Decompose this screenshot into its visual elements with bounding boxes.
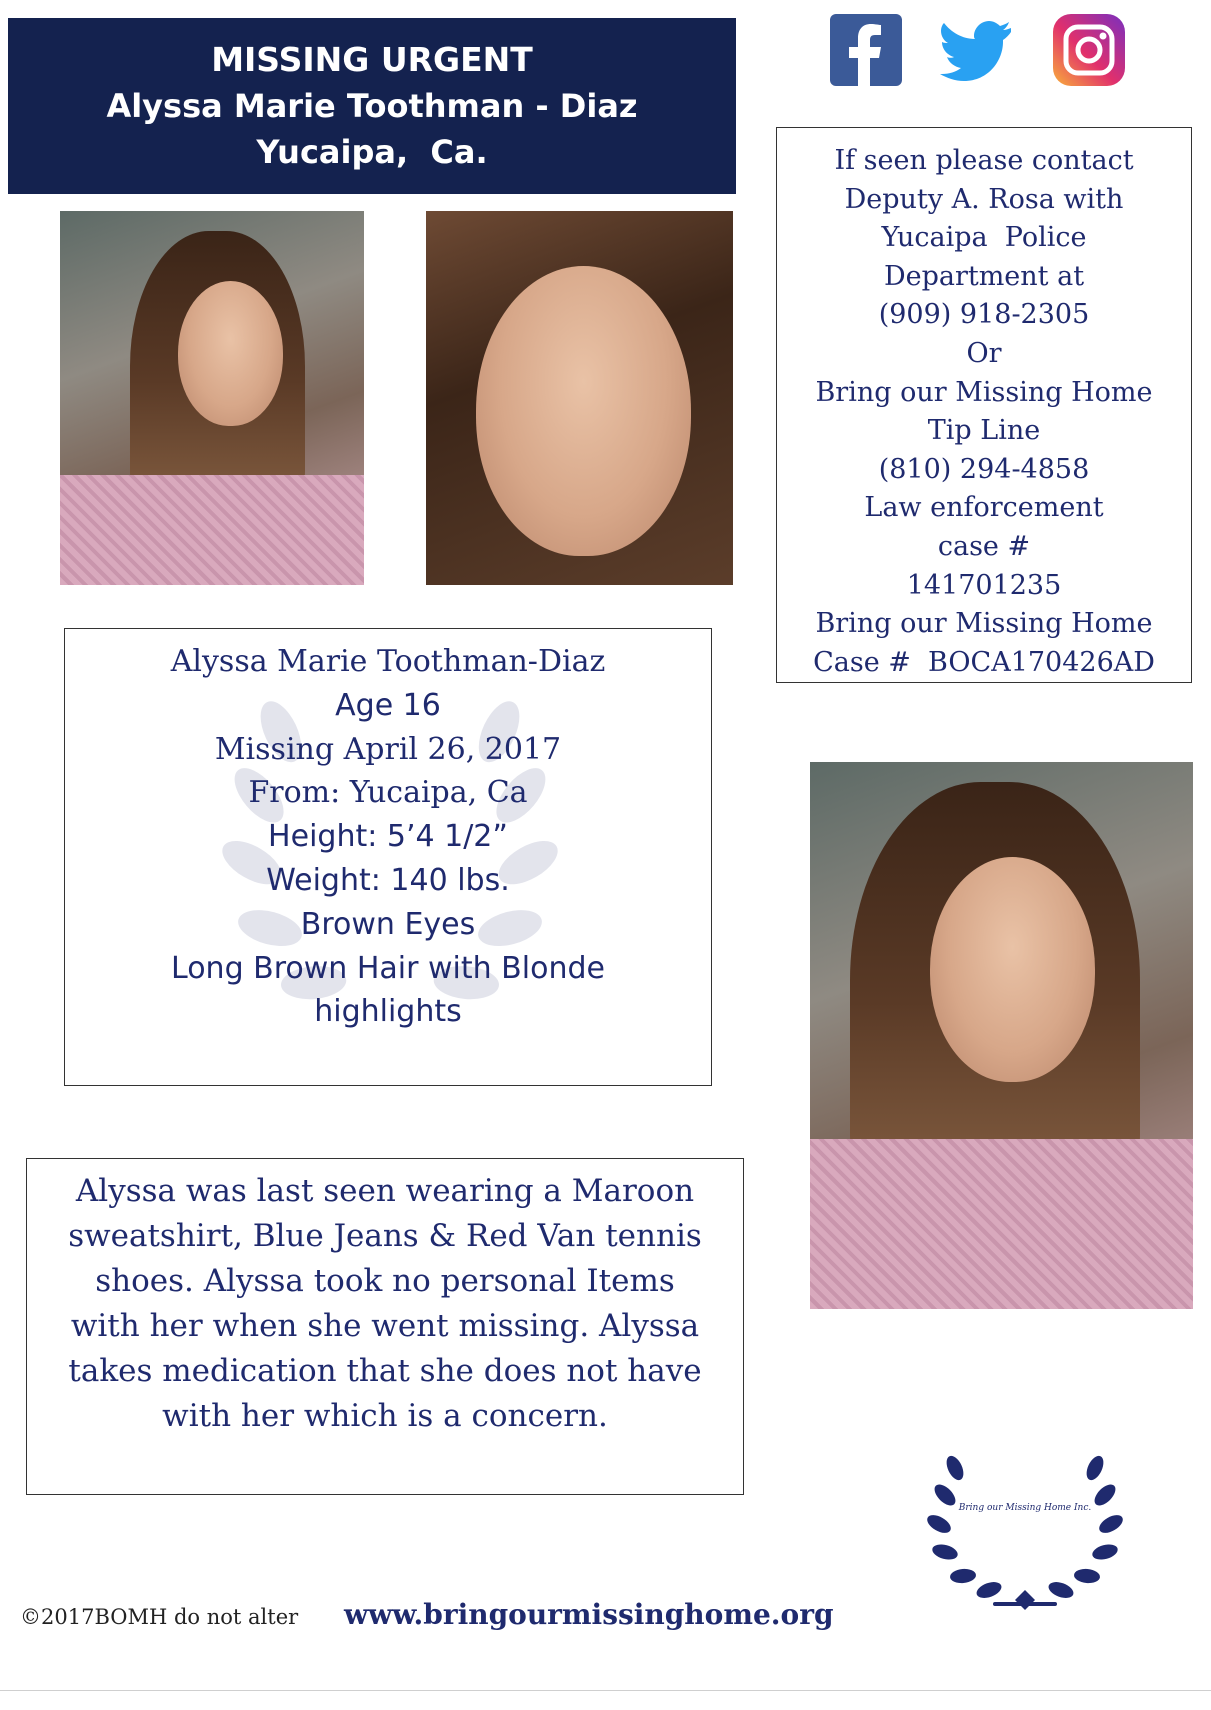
svg-text:Bring our Missing Home Inc.: Bring our Missing Home Inc. <box>958 1503 1092 1513</box>
contact-line: Department at <box>883 260 1085 292</box>
description-line: shoes. Alyssa took no personal Items <box>95 1263 675 1299</box>
details-from: From: Yucaipa, Ca <box>248 775 528 811</box>
description-line: Alyssa was last seen wearing a Maroon <box>75 1173 695 1209</box>
contact-line: If seen please contact <box>834 145 1134 176</box>
missing-header <box>8 18 736 194</box>
missing-person-photo-3 <box>810 762 1193 1309</box>
contact-info-box <box>776 127 1192 683</box>
contact-line: Deputy A. Rosa with <box>844 183 1124 215</box>
description-line: with her when she went missing. Alyssa <box>70 1308 700 1344</box>
details-height: Height: 5’4 1/2” <box>268 819 508 855</box>
contact-line: Tip Line <box>927 415 1041 447</box>
instagram-icon[interactable] <box>1051 12 1127 88</box>
details-name: Alyssa Marie Toothman-Diaz <box>170 644 606 679</box>
details-hair: Long Brown Hair with Blonde <box>171 950 605 986</box>
case-number: 141701235 <box>906 569 1062 601</box>
last-seen-description <box>26 1158 744 1495</box>
bomh-wreath-logo <box>915 1440 1135 1620</box>
description-line: sweatshirt, Blue Jeans & Red Van tennis <box>68 1218 702 1254</box>
missing-person-photo-1 <box>60 211 364 585</box>
copyright-notice: ©2017BOMH do not alter <box>20 1605 299 1629</box>
contact-line: Law enforcement <box>864 492 1104 524</box>
contact-line: Yucaipa Police <box>881 222 1087 254</box>
twitter-icon[interactable] <box>938 12 1014 88</box>
description-line: takes medication that she does not have <box>68 1353 702 1389</box>
missing-person-photo-2 <box>426 211 733 585</box>
bomh-case-number: Case # BOCA170426AD <box>813 646 1155 678</box>
police-phone[interactable]: (909) 918-2305 <box>878 299 1090 331</box>
website-link[interactable]: www.bringourmissinghome.org <box>344 1598 834 1631</box>
tip-line-phone[interactable]: (810) 294-4858 <box>878 453 1090 485</box>
contact-line: Bring our Missing Home <box>815 376 1153 408</box>
contact-line: Or <box>966 337 1002 369</box>
contact-line: Bring our Missing Home <box>815 608 1153 640</box>
header-location: Yucaipa, Ca. <box>256 133 488 171</box>
description-line: with her which is a concern. <box>162 1398 608 1434</box>
facebook-icon[interactable] <box>828 12 904 88</box>
details-weight: Weight: 140 lbs. <box>266 862 510 898</box>
bottom-divider <box>0 1690 1211 1691</box>
header-name: Alyssa Marie Toothman - Diaz <box>106 87 638 125</box>
details-hair-cont: highlights <box>314 994 462 1030</box>
header-title: MISSING URGENT <box>211 40 533 79</box>
details-age: Age 16 <box>335 687 441 723</box>
person-details-box <box>64 628 712 1086</box>
details-missing-date: Missing April 26, 2017 <box>214 731 562 767</box>
details-eyes: Brown Eyes <box>300 906 476 942</box>
contact-line: case # <box>937 530 1031 562</box>
